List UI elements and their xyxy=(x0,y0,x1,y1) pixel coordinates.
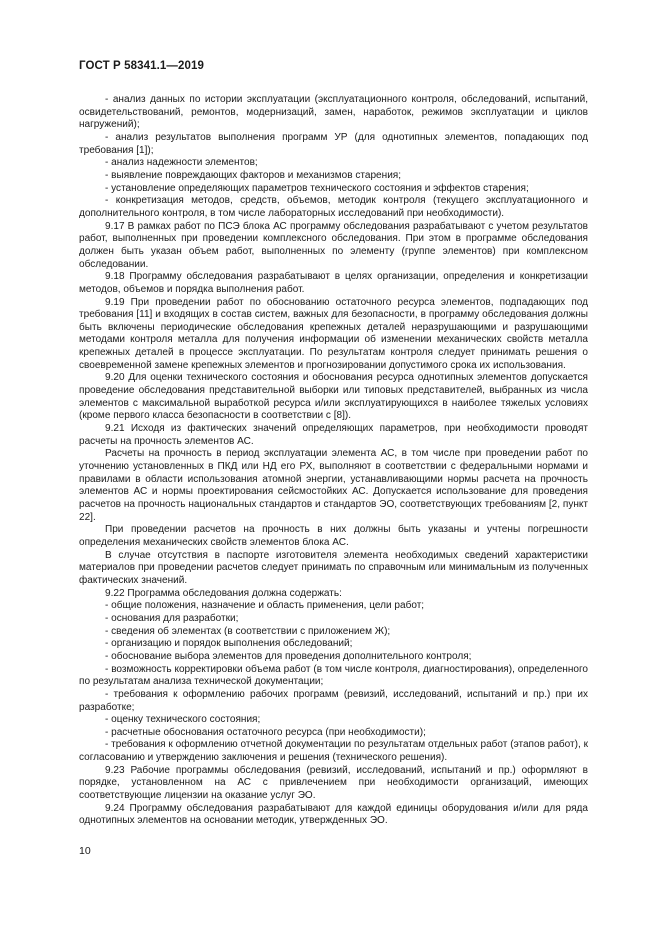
paragraph: - общие положения, назначение и область применения, цели работ; xyxy=(105,600,425,612)
paragraph: - возможность корректировки объема работ (в том числе контроля, диагностирования), определенного по результатам анализа технической документации; xyxy=(79,663,588,688)
paragraph: - обоснование выбора элементов для проведения дополнительного контроля; xyxy=(105,650,472,662)
paragraph: - выявление повреждающих факторов и механизмов старения; xyxy=(105,169,402,181)
paragraph: 9.20 Для оценки технического состояния и обоснования ресурса однотипных элементов допускается проведение обследования представительной выборки или типовых представителей, выбранных из числа элементов с максимальной выработкой ресурса и/или эксплуатирующихся в наиболее тяжелых условиях (кроме первого класса безопасности в соответствии с [8]). xyxy=(79,372,588,422)
paragraph: 9.17 В рамках работ по ПСЭ блока АС программу обследования разрабатывают с учетом результатов работ, выполненных при проведении комплексного обследования. При этом в программе обследования должен быть указан объем работ, выполненных по элементу (группе элементов) при комплексном обследовании. xyxy=(79,220,588,270)
paragraph: - сведения об элементах (в соответствии с приложением Ж); xyxy=(105,625,391,637)
page-number: 10 xyxy=(79,845,91,857)
paragraph: 9.21 Исходя из фактических значений определяющих параметров, при необходимости проводят расчеты на прочность элементов АС. xyxy=(79,423,588,447)
paragraph: В случае отсутствия в паспорте изготовителя элемента необходимых сведений характеристики материалов при проведении расчетов следует принимать по справочным или минимальным из полученных фактических значений. xyxy=(79,549,588,586)
paragraph: - конкретизация методов, средств, объемов, методик контроля (текущего эксплуатационного и дополнительного контроля, в том числе лабораторных исследований при необходимости). xyxy=(79,195,588,219)
paragraph: - требования к оформлению отчетной документации по результатам отдельных работ (этапов работ), к согласованию и утверждению заключения и решения (технического решения). xyxy=(79,739,588,764)
paragraph: - организацию и порядок выполнения обследований; xyxy=(105,638,353,650)
paragraph: 9.24 Программу обследования разрабатывают для каждой единицы оборудования и/или для ряда однотипных элементов на основании методик, утвержденных ЭО. xyxy=(79,802,588,827)
paragraph: - анализ результатов выполнения программ УР (для однотипных элементов, попадающих под требования [1]); xyxy=(79,131,588,156)
document-body xyxy=(79,94,588,828)
standard-designation: ГОСТ Р 58341.1—2019 xyxy=(79,60,204,72)
paragraph: При проведении расчетов на прочность в них должны быть указаны и учтены погрешности определения механических свойств элементов блока АС. xyxy=(79,524,588,548)
paragraph: 9.23 Рабочие программы обследования (ревизий, исследований, испытаний и пр.) оформляют в порядке, установленном на АС с привлечением при необходимости организаций, имеющих соответствующие лицензии на оказание услуг ЭО. xyxy=(79,764,588,802)
paragraph: - установление определяющих параметров технического состояния и эффектов старения; xyxy=(105,182,529,194)
paragraph: 9.18 Программу обследования разрабатывают в целях организации, определения и конкретизации методов, объемов и порядка выполнения работ. xyxy=(79,271,588,295)
paragraph: 9.22 Программа обследования должна содержать: xyxy=(105,587,342,599)
paragraph: - основания для разработки; xyxy=(105,612,239,624)
paragraph: - оценку технического состояния; xyxy=(105,714,261,726)
paragraph: Расчеты на прочность в период эксплуатации элемента АС, в том числе при проведении работ по уточнению установленных в ПКД или НД его РХ, выполняют в соответствии с федеральными нормами и правилами в области использования атомной энергии, устанавливающими нормы расчета на прочность элементов АС и нормы проектирования сейсмостойких АС. Допускается использование для проведения расчетов на прочность национальных стандартов и стандартов ЭО, соответствующих требованиям [2, пункт 22]. xyxy=(79,448,588,523)
paragraph: 9.19 При проведении работ по обоснованию остаточного ресурса элементов, подпадающих под требования [11] и входящих в состав систем, важных для безопасности, в программу обследования должны быть включены периодические обследования крепежных деталей неразрушающими и разрушающими методами контроля металла для получения информации об изменении механических свойств металла крепежных деталей в процессе эксплуатации. По результатам контроля следует принимать решения о своевременной замене крепежных элементов и прогнозировании допустимого срока их использования. xyxy=(79,296,588,371)
paragraph: - анализ данных по истории эксплуатации (эксплуатационного контроля, обследований, испытаний, освидетельствований, ремонтов, модернизаций, замен, наработок, режимов эксплуатации и циклов нагружений); xyxy=(79,94,588,131)
paragraph: - анализ надежности элементов; xyxy=(105,157,258,169)
paragraph: - требования к оформлению рабочих программ (ревизий, исследований, испытаний и пр.) при их разработке; xyxy=(79,688,588,713)
paragraph: - расчетные обоснования остаточного ресурса (при необходимости); xyxy=(105,726,426,738)
